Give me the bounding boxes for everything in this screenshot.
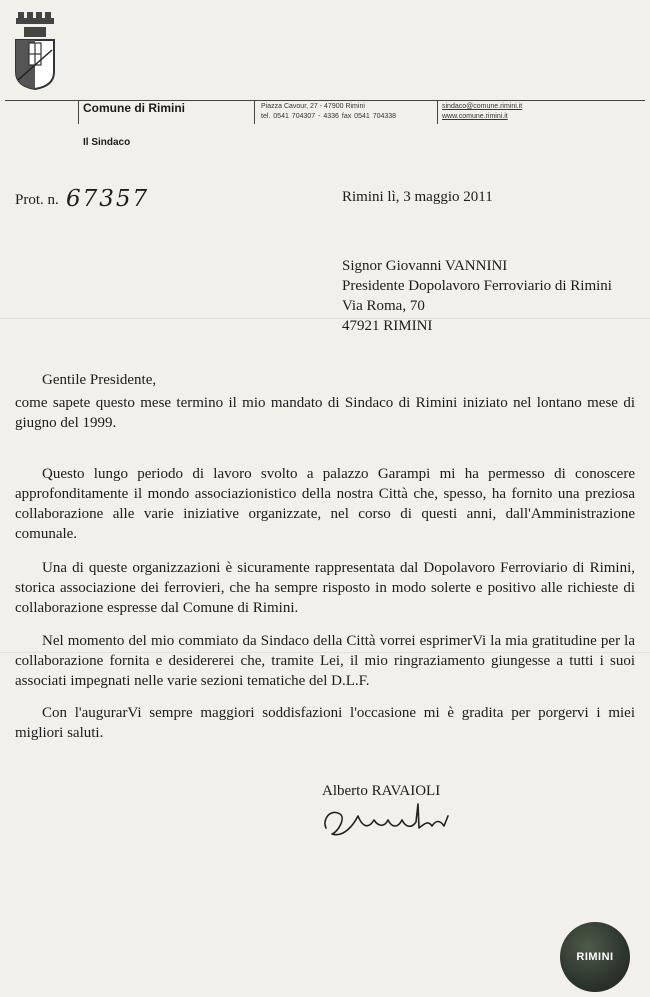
recipient-city: 47921 RIMINI (342, 318, 433, 334)
body-paragraph: Questo lungo periodo di lavoro svolto a palazzo Garampi mi ha permesso di conoscere approfonditamente il mondo associazionistico della nostra Città che, spesso, ha fornito una preziosa collaborazione alle varie iniziative organizzate, nel corso di questi anni, dall'Amministrazione comunale. (15, 466, 635, 542)
signatory-name: Alberto RAVAIOLI (322, 783, 441, 799)
handwritten-signature (318, 798, 468, 840)
email-link[interactable]: sindaco@comune.rimini.it (442, 103, 523, 110)
website-link[interactable]: www.comune.rimini.it (442, 113, 508, 120)
recipient-street: Via Roma, 70 (342, 298, 425, 314)
protocol-label: Prot. n. (15, 192, 59, 208)
department-name: Il Sindaco (83, 137, 131, 148)
letter-date: Rimini lì, 3 maggio 2011 (342, 189, 493, 205)
rimini-logo (560, 922, 630, 992)
phone-fax-line: tel. 0541 704307 - 4336 fax 0541 704338 (261, 113, 397, 120)
body-paragraph: come sapete questo mese termino il mio mandato di Sindaco di Rimini iniziato nel lontano mese di giugno del 1999. (15, 395, 635, 431)
recipient-address (342, 256, 612, 336)
address-line: Piazza Cavour, 27 - 47900 Rimini (261, 103, 365, 110)
letterhead-divider (78, 100, 79, 124)
recipient-title: Presidente Dopolavoro Ferroviario di Rimini (342, 278, 612, 294)
letterhead-divider (254, 100, 255, 124)
city-crest-icon (14, 10, 58, 90)
body-paragraph: Una di queste organizzazioni è sicuramente rappresentata dal Dopolavoro Ferroviario di Rimini, storica associazione dei ferrovieri, che ha sempre risposto in modo solerte e positivo alle richieste di collaborazione espresse dal Comune di Rimini. (15, 560, 635, 616)
protocol-number: 67357 (66, 186, 150, 212)
letterhead-divider (437, 100, 438, 124)
organization-name: Comune di Rimini (83, 101, 185, 115)
body-paragraph: Con l'augurarVi sempre maggiori soddisfazioni l'occasione mi è gradita per porgervi i miei migliori saluti. (15, 705, 635, 741)
body-paragraph: Nel momento del mio commiato da Sindaco della Città vorrei esprimerVi la mia gratitudine per la collaborazione fornita e desidererei che, tramite Lei, il mio ringraziamento giungesse a tutti i suoi associati impegnati nelle varie sezioni tematiche del D.L.F. (15, 633, 635, 689)
rimini-logo-text: RIMINI (576, 951, 614, 963)
recipient-name: Signor Giovanni VANNINI (342, 258, 508, 274)
greeting: Gentile Presidente, (42, 372, 157, 388)
